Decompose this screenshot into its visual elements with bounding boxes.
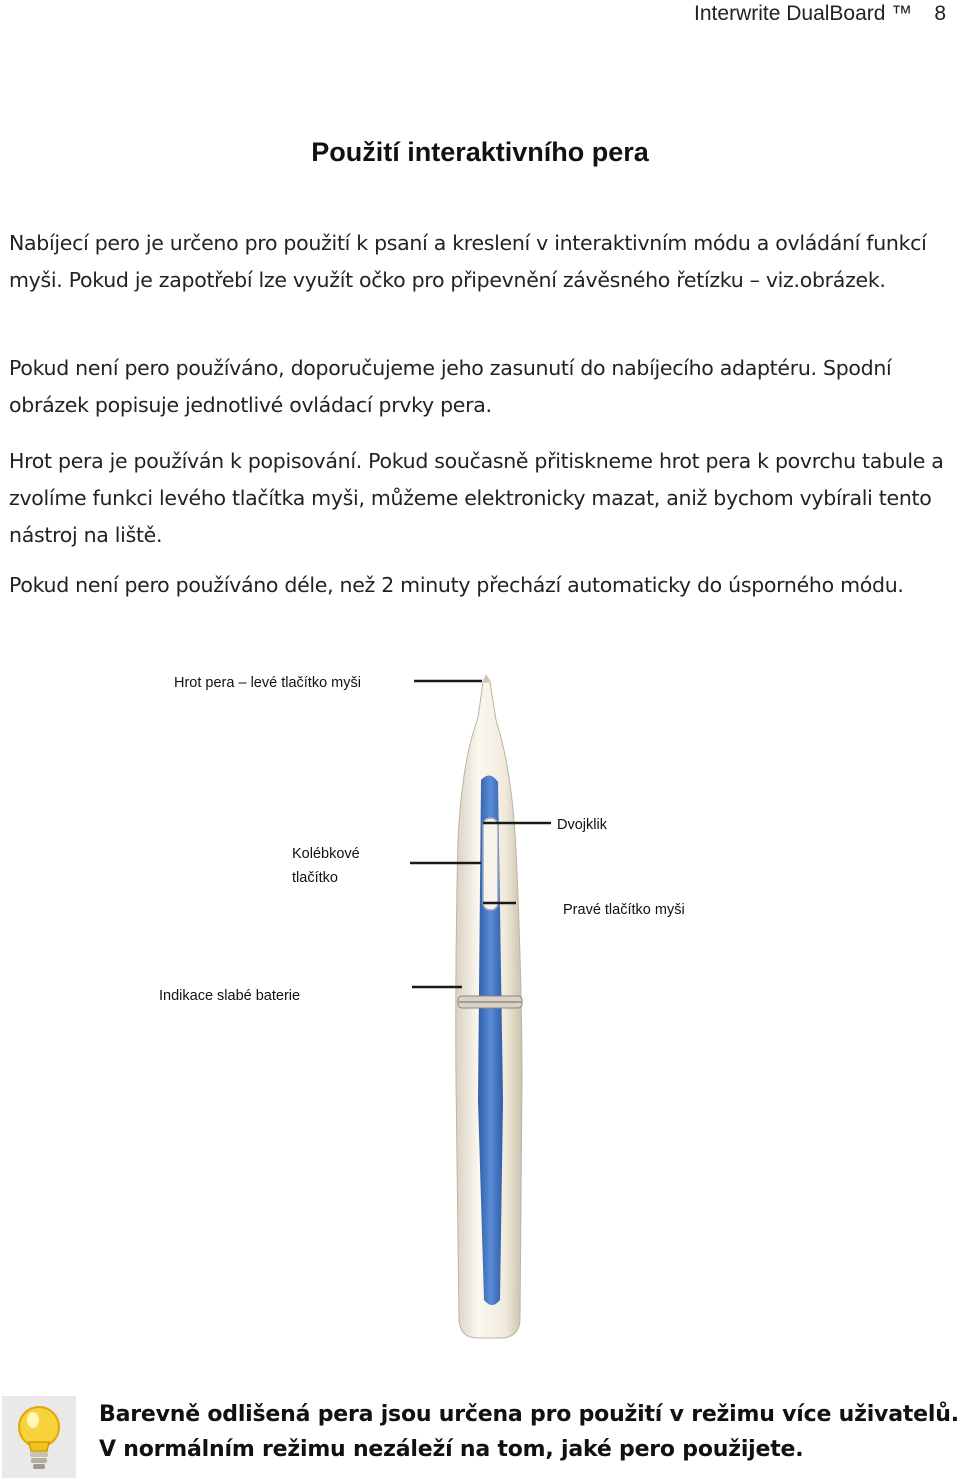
header-title: Interwrite DualBoard ™ [694,2,913,25]
label-rocker: Kolébkové tlačítko [292,846,360,886]
label-right-button: Pravé tlačítko myši [563,902,685,918]
rocker-button [483,818,498,910]
note-text: Barevně odlišená pera jsou určena pro použití v režimu více uživatelů. V normálním režimu nezáleží na tom, jaké pero použijete. [99,1402,959,1462]
label-tip: Hrot pera – levé tlačítko myši [174,675,361,691]
paragraph-intro: Nabíjecí pero je určeno pro použití k psaní a kreslení v interaktivním módu a ovládání funkcí myši. Pokud je zapotřebí lze využít očko pro připevnění závěsného řetízku – viz.obrázek. [9,231,927,292]
pen-figure [0,660,960,1360]
paragraph-tip: Hrot pera je používán k popisování. Pokud současně přitiskneme hrot pera k povrchu tabule a zvolíme funkci levého tlačítka myši, můžeme elektronicky mazat, aniž bychom vybírali tento nástroj na liště. [9,449,944,547]
label-battery: Indikace slabé baterie [159,988,301,1004]
page-title: Použití interaktivního pera [311,137,649,167]
lightbulb-icon [2,1396,76,1478]
page-header [694,2,946,26]
pen-illustration [0,660,960,1360]
label-double-click: Dvojklik [557,817,607,833]
paragraph-storage: Pokud není pero používáno, doporučujeme jeho zasunutí do nabíjecího adaptéru. Spodní obrázek popisuje jednotlivé ovládací prvky pera. [9,356,892,417]
pen-tip [482,674,491,682]
paragraph-sleep: Pokud není pero používáno déle, než 2 minuty přechází automaticky do úsporného módu. [9,573,904,597]
note-icon-box [2,1396,76,1478]
page-number: 8 [934,2,946,25]
